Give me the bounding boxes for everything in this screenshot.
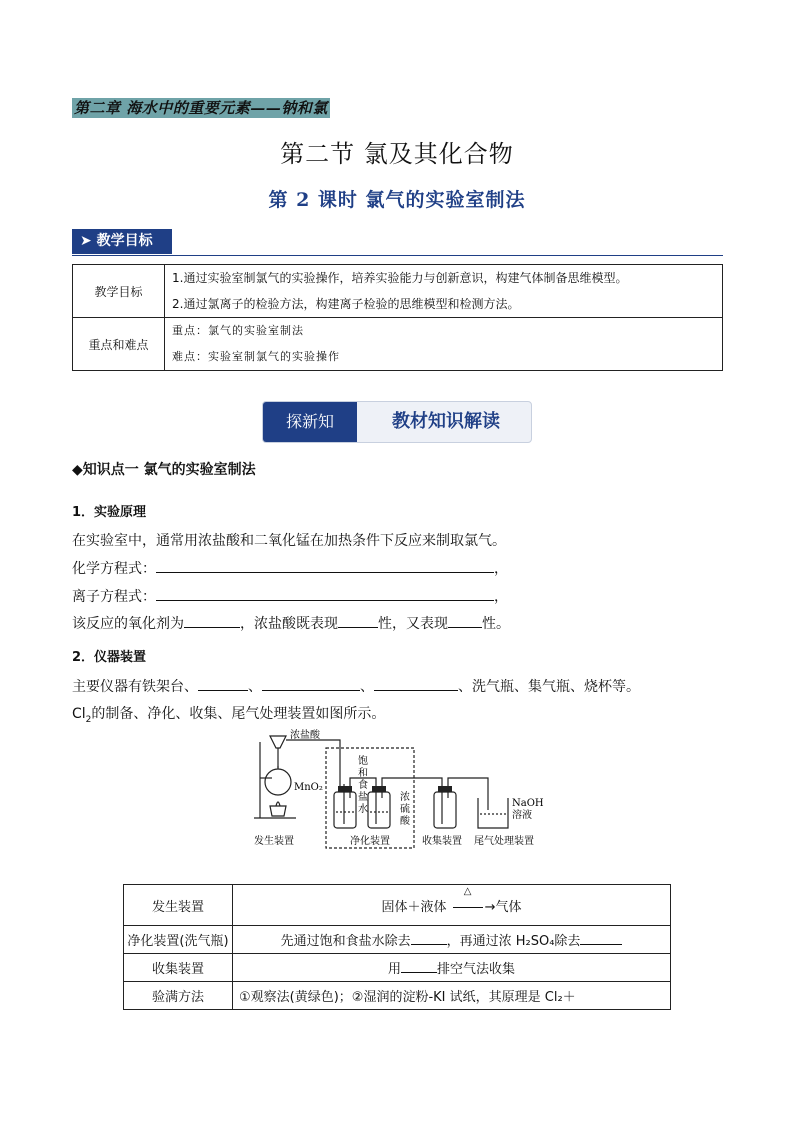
principle-intro: 在实验室中，通常用浓盐酸和二氧化锰在加热条件下反应来制取氯气。 <box>72 533 506 549</box>
answer-blank <box>184 613 240 628</box>
round-flask <box>265 769 291 795</box>
answer-blank <box>411 930 447 945</box>
ion-eq-label: 离子方程式： <box>72 589 156 605</box>
row-label: 净化装置(洗气瓶) <box>124 926 233 954</box>
row-label: 验满方法 <box>124 982 233 1010</box>
label-sat-salt-3: 食 <box>358 780 368 791</box>
apparatus-list-line <box>72 676 640 696</box>
heat-arrow <box>451 885 485 915</box>
row-content: ①观察法(黄绿色)；②湿润的淀粉-KI 试纸，其原理是 Cl₂＋ <box>233 982 671 1010</box>
text: 的制备、净化、收集、尾气处理装置如图所示。 <box>91 706 386 722</box>
banner-left-label: 探新知 <box>263 402 357 442</box>
answer-blank <box>374 676 458 691</box>
row-content <box>233 954 671 982</box>
label-sat-salt-1: 饱 <box>358 756 368 767</box>
text: →气体 <box>484 899 522 915</box>
label-collection: 收集装置 <box>422 836 462 847</box>
row-content <box>165 318 723 371</box>
label-mno2: MnO₂ <box>294 782 323 793</box>
oxidant-line <box>72 613 510 633</box>
table-row <box>124 982 671 1010</box>
text: 、洗气瓶、集气瓶、烧杯等。 <box>458 679 640 695</box>
tube-4 <box>448 778 488 810</box>
answer-blank <box>262 676 360 691</box>
text: 性。 <box>482 616 510 632</box>
lesson-title: 第 2 课时 氯气的实验室制法 <box>268 189 526 211</box>
collection-bottle <box>434 792 456 828</box>
row-content <box>233 926 671 954</box>
bottle-saturated-salt <box>334 792 356 828</box>
comma: ， <box>494 561 508 577</box>
label-sat-salt-4: 盐 <box>358 792 368 803</box>
text: 先通过饱和食盐水除去 <box>280 934 411 949</box>
text: ，再通过浓 H₂SO₄除去 <box>446 934 581 949</box>
table-row <box>124 954 671 982</box>
principle-heading: 1．实验原理 <box>72 505 147 520</box>
chem-equation-line <box>72 558 508 578</box>
difficulty-line: 难点：实验室制氯气的实验操作 <box>172 350 340 363</box>
comma: ， <box>494 589 508 605</box>
section-title: 第二节 氯及其化合物 <box>280 140 514 168</box>
answer-blank <box>156 586 494 601</box>
answer-blank <box>338 613 378 628</box>
label-h2so4-1: 浓 <box>400 792 410 803</box>
table-row <box>124 926 671 954</box>
table-row <box>124 885 671 926</box>
subscript: 2 <box>85 714 92 725</box>
row-label: 收集装置 <box>124 954 233 982</box>
label-conc-hcl: 浓盐酸 <box>290 730 320 741</box>
table-row <box>73 265 723 318</box>
chem-eq-label: 化学方程式： <box>72 561 156 577</box>
figure-caption <box>72 703 385 725</box>
label-sat-salt-2: 和 <box>358 768 368 779</box>
label-h2so4-3: 酸 <box>400 816 410 827</box>
label-sat-salt-5: 水 <box>358 804 368 815</box>
text: 、 <box>360 679 374 695</box>
row-label: 教学目标 <box>73 265 165 318</box>
label-generation: 发生装置 <box>254 836 294 847</box>
apparatus-heading: 2．仪器装置 <box>72 650 147 665</box>
objectives-table <box>72 264 723 371</box>
answer-blank <box>448 613 482 628</box>
text: 固体＋液体 <box>381 899 447 915</box>
text: 排空气法收集 <box>437 962 516 977</box>
row-content <box>165 265 723 318</box>
text: 性，又表现 <box>378 616 448 632</box>
table-row <box>73 318 723 371</box>
objectives-badge: ➤ 教学目标 <box>72 229 172 254</box>
divider <box>72 255 723 256</box>
stopper <box>372 786 386 792</box>
text: 主要仪器有铁架台、 <box>72 679 198 695</box>
stopper <box>438 786 452 792</box>
label-purification: 净化装置 <box>350 836 390 847</box>
answer-blank <box>580 930 622 945</box>
text: 、 <box>248 679 262 695</box>
stopper <box>338 786 352 792</box>
answer-blank <box>198 676 248 691</box>
apparatus-table <box>123 884 671 1010</box>
label-h2so4-2: 硫 <box>400 804 410 815</box>
ion-equation-line <box>72 586 508 606</box>
chapter-heading: 第二章 海水中的重要元素——钠和氯 <box>74 99 328 117</box>
tube-3 <box>382 778 442 784</box>
text: Cl <box>72 706 86 722</box>
label-naoh: NaOH <box>512 798 544 809</box>
objective-line: 2.通过氯离子的检验方法，构建离子检验的思维模型和检测方法。 <box>172 297 520 311</box>
label-solution: 溶液 <box>512 810 532 821</box>
row-label: 重点和难点 <box>73 318 165 371</box>
beaker <box>478 798 508 828</box>
label-tail-gas: 尾气处理装置 <box>474 836 534 847</box>
row-label: 发生装置 <box>124 885 233 926</box>
answer-blank <box>401 958 437 973</box>
text: ，浓盐酸既表现 <box>240 616 338 632</box>
knowledge-point-heading: ◆知识点一 氯气的实验室制法 <box>72 462 256 478</box>
delta-symbol: △ <box>463 885 472 897</box>
apparatus-figure <box>250 726 550 854</box>
text: 用 <box>387 962 401 977</box>
answer-blank <box>156 558 494 573</box>
row-content <box>233 885 671 926</box>
section-banner <box>262 401 532 443</box>
bottle-conc-h2so4 <box>368 792 390 828</box>
objective-line: 1.通过实验室制氯气的实验操作，培养实验能力与创新意识，构建气体制备思维模型。 <box>172 271 628 285</box>
text: 该反应的氧化剂为 <box>72 616 184 632</box>
banner-right-label: 教材知识解读 <box>392 411 500 432</box>
key-point-line: 重点：氯气的实验室制法 <box>172 324 304 337</box>
funnel <box>270 736 286 748</box>
lamp <box>270 806 286 816</box>
